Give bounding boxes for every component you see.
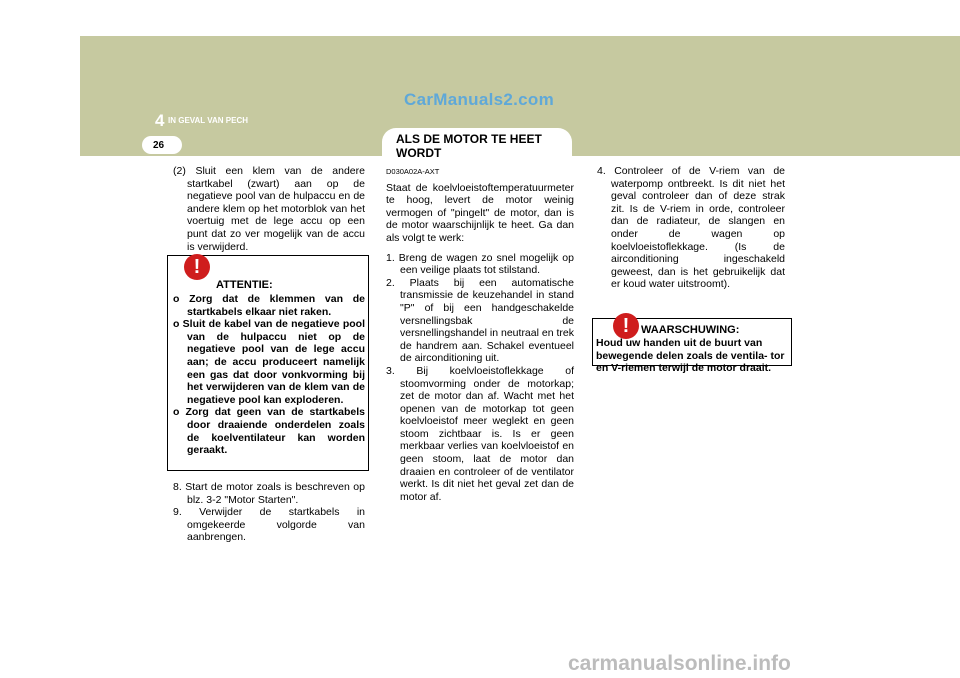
warning-title: WAARSCHUWING:: [641, 324, 740, 336]
column-middle: [386, 166, 574, 510]
column-right: [597, 165, 785, 298]
header-top-strip: [80, 0, 960, 36]
chapter-title: IN GEVAL VAN PECH: [168, 116, 249, 125]
column-left: [173, 165, 365, 260]
step-2-text-middle: 2. Plaats bij een automatische transmissie de keuzehandel in stand "P" of bij een handgeschakelde versnellingsbak de versnellingshandel in neutraal en trek de handrem aan. Schakel eventueel de airconditioning uit.: [386, 276, 574, 365]
step-9-text: 9. Verwijder de startkabels in omgekeerde volgorde van aanbrengen.: [173, 506, 365, 544]
step-8-text: 8. Start de motor zoals is beschreven op blz. 3-2 "Motor Starten".: [173, 481, 365, 506]
attention-item: o Zorg dat geen van de startkabels door draaiende onderdelen zoals de koelventilateur kan worden geraakt.: [173, 406, 365, 457]
step-1-text: 1. Breng de wagen zo snel mogelijk op een veilige plaats tot stilstand.: [386, 251, 574, 277]
step-4-text: 4. Controleer of de V-riem van de waterpomp ontbreekt. Is dit niet het geval controleer dan of deze strak zit. Is de V-riem in orde, controleer dan de radiateur, de slangen en onder de wagen op koelvloeistoflekkage. (Is de airconditioning ingeschakeld geweest, dan is het gebruikelijk dat er koud water uitstroomt).: [597, 165, 785, 291]
attention-item: o Zorg dat de klemmen van de startkabels elkaar niet raken.: [173, 293, 365, 318]
chapter-number: 4: [155, 111, 165, 130]
warning-body: Houd uw handen uit de buurt van bewegende delen zoals de ventila- tor en V-riemen terwijl de motor draait.: [596, 337, 785, 375]
attention-box: [167, 255, 369, 471]
attention-title: ATTENTIE:: [216, 279, 273, 291]
section-title: ALS DE MOTOR TE HEET WORDT: [396, 132, 542, 160]
document-code: D030A02A-AXT: [386, 167, 440, 176]
page-number: 26: [153, 140, 165, 151]
exclamation-icon: !: [613, 313, 639, 339]
step-3-text: 3. Bij koelvloeistoflekkage of stoomvorming onder de motorkap; zet de motor dan af. Wacht met het openen van de motorkap tot geen koelvloeistof meer weglekt en geen stoom zichtbaar is. Is er geen merkbaar verlies van koelvloeistof en geen stoom, laat de motor dan draaien en controleer of de ventilator werkt. Is dit niet het geval zet dan de motor af.: [386, 364, 574, 503]
attention-item: o Sluit de kabel van de negatieve pool van de hulpaccu niet op de negatieve pool van de lege accu aan; de accu produceert namelijk een gas dat door vonkvorming bij het verwijderen van de klem van de negatieve pool kan exploderen.: [173, 318, 365, 406]
intro-text: Staat de koelvloeistoftemperatuurmeter te hoog, levert de motor weinig vermogen of "pingelt" de motor, dan is de motor waarschijnlijk te heet. Ga dan als volgt te werk:: [386, 181, 574, 244]
exclamation-icon: !: [184, 254, 210, 280]
watermark-bottom: carmanualsonline.info: [568, 652, 791, 675]
warning-box: [592, 315, 792, 375]
column-left-lower: [173, 481, 365, 551]
step-2-text: (2) Sluit een klem van de andere startkabel (zwart) aan op de negatieve pool van de hulpaccu en de andere klem op het motorblok van het voertuig met de lege accu op een punt dat zo ver mogelijk van de accu is verwijderd.: [173, 165, 365, 253]
attention-body: [173, 293, 365, 457]
watermark-top: CarManuals2.com: [404, 90, 554, 109]
